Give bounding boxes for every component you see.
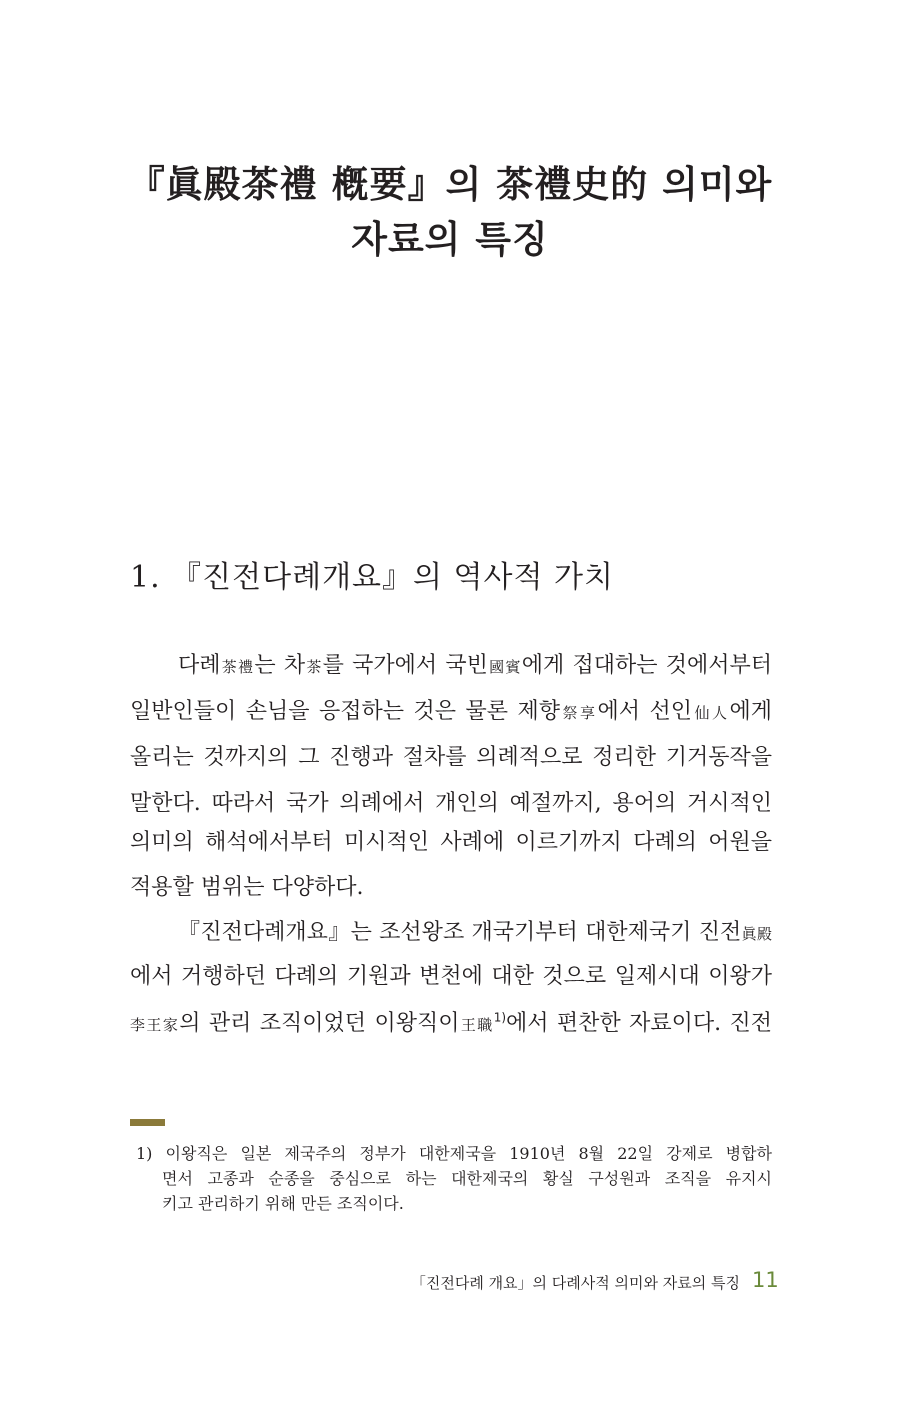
footnote-line: 1) 이왕직은 일본 제국주의 정부가 대한제국을 1910년 8월 22일 강제로 병합하 bbox=[136, 1144, 772, 1163]
text-run: 에서 편찬한 자료이다. 진전 bbox=[506, 1011, 772, 1036]
paragraph-line: 올리는 것까지의 그 진행과 절차를 의례적으로 정리한 기거동작을 bbox=[130, 745, 772, 770]
paragraph-line: 적용할 범위는 다양하다. bbox=[130, 875, 364, 900]
paragraph-line: 말한다. 따라서 국가 의례에서 개인의 예절까지, 용어의 거시적인 bbox=[130, 791, 772, 816]
text-run: 는 차 bbox=[254, 653, 306, 678]
footnote-line: 키고 관리하기 위해 만든 조직이다. bbox=[162, 1194, 404, 1213]
page-number: 11 bbox=[752, 1268, 779, 1292]
running-footer-title: 「진전다례 개요」의 다례사적 의미와 자료의 특징 bbox=[410, 1274, 740, 1292]
text-run: 에게 접대하는 것에서부터 bbox=[521, 653, 772, 678]
text-run: 에게 bbox=[729, 699, 772, 724]
text-run: 다례 bbox=[178, 653, 221, 678]
paragraph-line bbox=[130, 1009, 772, 1040]
footnote-line: 면서 고종과 순종을 중심으로 하는 대한제국의 황실 구성원과 조직을 유지시 bbox=[162, 1169, 772, 1188]
paragraph-line: 의미의 해석에서부터 미시적인 사례에 이르기까지 다례의 어원을 bbox=[130, 830, 772, 855]
paragraph-line bbox=[130, 697, 772, 728]
hanja-gloss: 國賓 bbox=[487, 658, 522, 676]
hanja-gloss: 祭享 bbox=[559, 704, 598, 722]
text-run: 에서 선인 bbox=[597, 699, 692, 724]
paragraph-line bbox=[178, 918, 772, 949]
text-run: 일반인들이 손님을 응접하는 것은 물론 제향 bbox=[130, 699, 560, 724]
paragraph-line: 에서 거행하던 다례의 기원과 변천에 대한 것으로 일제시대 이왕가 bbox=[130, 964, 772, 989]
text-run: 『진전다례개요』는 조선왕조 개국기부터 대한제국기 진전 bbox=[178, 920, 742, 945]
hanja-gloss: 茶禮 bbox=[220, 658, 255, 676]
footnote-divider bbox=[130, 1119, 165, 1126]
hanja-gloss: 李王家 bbox=[130, 1016, 180, 1034]
chapter-title-line-1: 『眞殿茶禮 槪要』의 茶禮史的 의미와 bbox=[127, 163, 773, 206]
hanja-gloss: 仙人 bbox=[691, 704, 730, 722]
paragraph-line bbox=[178, 651, 772, 682]
hanja-gloss: 眞殿 bbox=[741, 925, 772, 943]
text-run: 의 관리 조직이었던 이왕직이 bbox=[179, 1011, 460, 1036]
footnote-reference[interactable]: 1) bbox=[493, 1010, 507, 1025]
chapter-title-line-2: 자료의 특징 bbox=[351, 218, 549, 261]
text-run: 를 국가에서 국빈 bbox=[322, 653, 488, 678]
section-heading: 1. 『진전다례개요』의 역사적 가치 bbox=[130, 560, 614, 595]
hanja-gloss: 王職 bbox=[459, 1016, 494, 1034]
hanja-gloss: 茶 bbox=[305, 658, 323, 676]
